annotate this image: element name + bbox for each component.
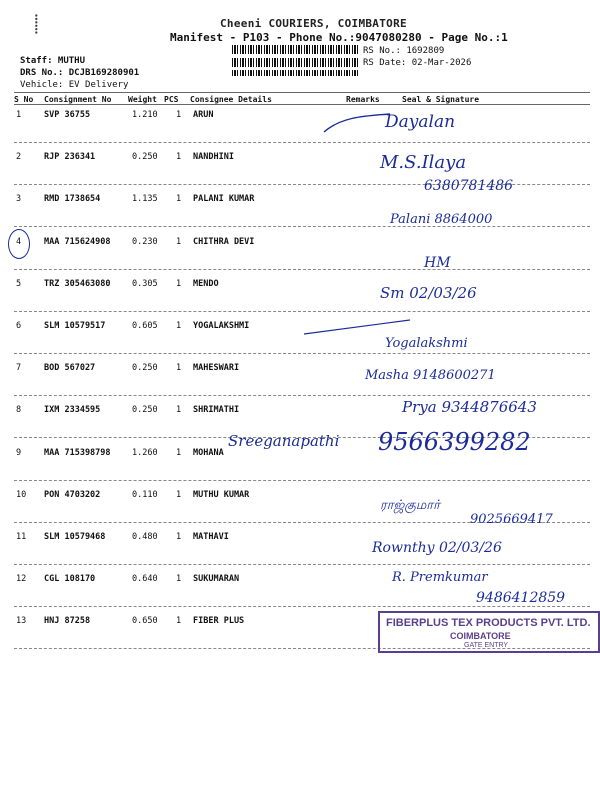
row-divider: [14, 269, 590, 270]
row-sno: 1: [16, 110, 22, 120]
row-consignee: FIBER PLUS: [193, 616, 245, 626]
row-pcs: 1: [176, 237, 182, 247]
signature-9-name: Sreeganapathi: [228, 432, 340, 450]
row-consignee: MUTHU KUMAR: [193, 490, 250, 500]
row-consignee: PALANI KUMAR: [193, 194, 255, 204]
row-consignee: YOGALAKSHMI: [193, 321, 250, 331]
row-consignee: SUKUMARAN: [193, 574, 240, 584]
signature-10: ராஜ்குமார்: [380, 498, 440, 513]
row-sno: 12: [16, 574, 27, 584]
row-pcs: 1: [176, 194, 182, 204]
stamp-company: FIBERPLUS TEX PRODUCTS PVT. LTD.: [386, 617, 591, 629]
row-consignee: MENDO: [193, 279, 219, 289]
row-consignment-no: MAA 715624908: [44, 237, 111, 247]
signature-11: Rownthy 02/03/26: [372, 540, 502, 556]
circle-mark: [8, 229, 30, 259]
row-consignment-no: SLM 10579468: [44, 532, 106, 542]
row-pcs: 1: [176, 405, 182, 415]
signature-12: R. Premkumar: [392, 570, 488, 585]
row-divider: [14, 395, 590, 396]
signature-3: Palani 8864000: [390, 212, 493, 227]
row-weight: 0.640: [132, 574, 158, 584]
row-consignment-no: BOD 567027: [44, 363, 96, 373]
row-weight: 0.250: [132, 405, 158, 415]
row-consignee: CHITHRA DEVI: [193, 237, 255, 247]
signature-9-phone: 9566399282: [378, 428, 531, 456]
drs-number: DRS No.: DCJB169280901: [20, 68, 140, 78]
row-consignment-no: MAA 715398798: [44, 448, 111, 458]
signature-2: M.S.Ilaya: [380, 152, 467, 173]
col-remarks: Remarks: [346, 95, 380, 104]
row-consignee: MATHAVI: [193, 532, 229, 542]
row-weight: 1.135: [132, 194, 158, 204]
row-pcs: 1: [176, 363, 182, 373]
row-pcs: 1: [176, 574, 182, 584]
row-divider: [14, 480, 590, 481]
col-seal: Seal & Signature: [402, 95, 480, 104]
row-weight: 1.260: [132, 448, 158, 458]
row-weight: 0.305: [132, 279, 158, 289]
logo-icon: ⸽: [34, 14, 39, 35]
row-sno: 2: [16, 152, 22, 162]
row-weight: 0.230: [132, 237, 158, 247]
barcode-top: [232, 45, 360, 54]
row-consignee: MAHESWARI: [193, 363, 240, 373]
row-sno: 8: [16, 405, 22, 415]
row-sno: 7: [16, 363, 22, 373]
row-sno: 6: [16, 321, 22, 331]
row-consignment-no: IXM 2334595: [44, 405, 101, 415]
row-weight: 0.650: [132, 616, 158, 626]
row-consignment-no: TRZ 305463080: [44, 279, 111, 289]
row-pcs: 1: [176, 448, 182, 458]
row-sno: 3: [16, 194, 22, 204]
row-consignment-no: HNJ 87258: [44, 616, 91, 626]
row-consignment-no: SLM 10579517: [44, 321, 106, 331]
row-divider: [14, 606, 590, 607]
row-weight: 0.250: [132, 152, 158, 162]
row-weight: 0.110: [132, 490, 158, 500]
rs-date: RS Date: 02-Mar-2026: [363, 58, 472, 68]
row-consignment-no: CGL 108170: [44, 574, 96, 584]
row-consignee: NANDHINI: [193, 152, 234, 162]
row-weight: 0.250: [132, 363, 158, 373]
row-pcs: 1: [176, 110, 182, 120]
col-sno: S No: [14, 95, 34, 104]
col-consignee: Consignee Details: [190, 95, 272, 104]
signature-7: Masha 9148600271: [365, 368, 496, 383]
row-weight: 1.210: [132, 110, 158, 120]
signature-5-initials: HM: [424, 255, 451, 271]
row-pcs: 1: [176, 321, 182, 331]
company-stamp: [378, 611, 600, 653]
row-consignee: ARUN: [193, 110, 214, 120]
row-weight: 0.480: [132, 532, 158, 542]
row-pcs: 1: [176, 490, 182, 500]
row-divider: [14, 142, 590, 143]
header-bottom-rule: [14, 104, 590, 105]
signature-10-phone: 9025669417: [470, 512, 553, 527]
signature-1: Dayalan: [385, 112, 456, 132]
signature-2-phone: 6380781486: [424, 178, 514, 194]
row-divider: [14, 226, 590, 227]
document-title: Cheeni COURIERS, COIMBATORE: [220, 17, 407, 30]
col-pcs: PCS: [164, 95, 179, 104]
header-top-rule: [14, 92, 590, 93]
row-consignment-no: RJP 236341: [44, 152, 96, 162]
stamp-city: COIMBATORE: [450, 631, 511, 641]
col-consignment: Consignment No: [44, 95, 112, 104]
row-consignment-no: SVP 36755: [44, 110, 91, 120]
signature-8: Prya 9344876643: [402, 398, 537, 416]
row-divider: [14, 353, 590, 354]
row-pcs: 1: [176, 152, 182, 162]
row-weight: 0.605: [132, 321, 158, 331]
row-sno: 11: [16, 532, 27, 542]
row-consignment-no: PON 4703202: [44, 490, 101, 500]
barcode-lower: [232, 70, 360, 76]
row-pcs: 1: [176, 279, 182, 289]
row-sno: 4: [16, 237, 22, 247]
manifest-subtitle: Manifest - P103 - Phone No.:9047080280 - Page No.:1: [170, 31, 508, 44]
vehicle: Vehicle: EV Delivery: [20, 80, 129, 90]
staff-name: Staff: MUTHU: [20, 56, 86, 66]
row-sno: 9: [16, 448, 22, 458]
col-weight: Weight: [128, 95, 157, 104]
row-consignee: MOHANA: [193, 448, 224, 458]
row-sno: 13: [16, 616, 27, 626]
row-pcs: 1: [176, 532, 182, 542]
signature-5: Sm 02/03/26: [380, 284, 477, 302]
signature-12-phone: 9486412859: [476, 590, 566, 606]
row-consignee: SHRIMATHI: [193, 405, 240, 415]
barcode-bottom: [232, 58, 360, 67]
row-divider: [14, 564, 590, 565]
stamp-gate: GATE ENTRY: [464, 642, 509, 649]
row-sno: 10: [16, 490, 27, 500]
row-sno: 5: [16, 279, 22, 289]
signature-6: Yogalakshmi: [385, 336, 468, 351]
row-pcs: 1: [176, 616, 182, 626]
rs-number: RS No.: 1692809: [363, 46, 445, 56]
row-consignment-no: RMD 1738654: [44, 194, 101, 204]
